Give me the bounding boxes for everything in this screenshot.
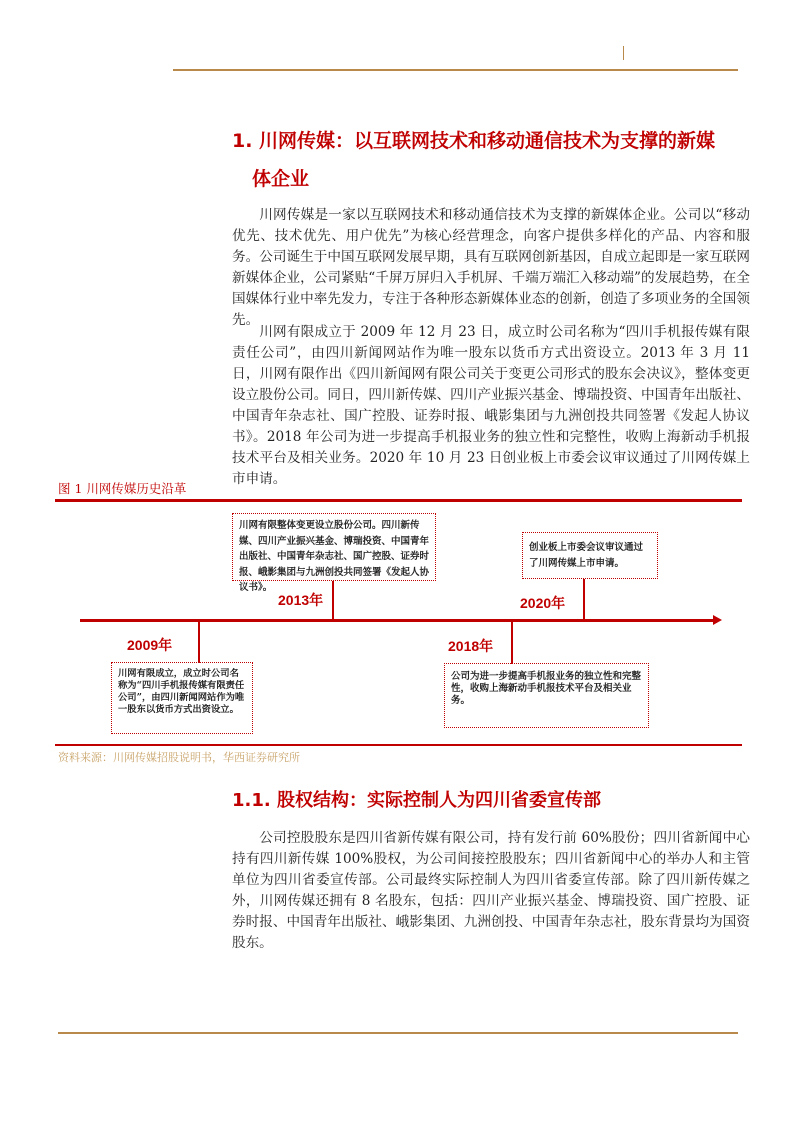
timeline-axis [80,619,715,622]
heading-line-1: 1. 川网传媒：以互联网技术和移动通信技术为支撑的新媒 [232,130,716,152]
header-rule [173,69,738,71]
event-box-2009: 川网有限成立，成立时公司名称为“四川手机报传媒有限责任公司”，由四川新闻网站作为唯一股东以货币方式出资设立。 [111,662,253,734]
paragraph-history: 川网有限成立于 2009 年 12 月 23 日，成立时公司名称为“四川手机报传媒有限责任公司”，由四川新闻网站作为唯一股东以货币方式出资设立。2013 年 3 月 11 日，川网有限作出《四川新闻网有限公司关于变更公司形式的股东会决议》，整体变更设立股份公司。同日，四川新传媒、四川产业振兴基金、博瑞投资、中国青年出版社、中国青年杂志社、国广控股、证券时报、峨影集团与九洲创投共同签署《发起人协议书》。2018 年公司为进一步提高手机报业务的独立性和完整性，收购上海新动手机报技术平台及相关业务。2020 年 10 月 23 日创业板上市委会议审议通过了川网传媒上市申请。 [232,324,750,487]
figure-source: 资料来源：川网传媒招股说明书，华西证券研究所 [58,751,300,764]
connector-2013 [332,581,334,620]
footer-rule [58,1032,738,1034]
figure-bottom-rule [55,744,742,746]
subsection-heading: 1.1. 股权结构：实际控制人为四川省委宣传部 [232,790,601,811]
header-divider-tick [623,46,624,60]
paragraph-intro: 川网传媒是一家以互联网技术和移动通信技术为支撑的新媒体企业。公司以“移动优先、技术优先、用户优先”为核心经营理念，向客户提供多样化的产品、内容和服务。公司诞生于中国互联网发展早期，具有互联网创新基因，自成立起即是一家互联网新媒体企业，公司紧贴“千屏万屏归入手机屏、千端万端汇入移动端”的发展趋势，在全国媒体行业中率先发力，专注于各种形态新媒体业态的创新，创造了多项业务的全国领先。 [232,207,750,328]
heading-line-2: 体企业 [252,168,310,190]
year-label-2018: 2018年 [448,638,494,654]
paragraph-ownership: 公司控股股东是四川省新传媒有限公司，持有发行前 60%股份；四川省新闻中心持有四川新传媒 100%股权，为公司间接控股股东；四川省新闻中心的举办人和主管单位为四川省委宣传部。公司最终实际控制人为四川省委宣传部。除了四川新传媒之外，川网传媒还拥有 8 名股东，包括：四川产业振兴基金、博瑞投资、国广控股、证券时报、中国青年出版社、峨影集团、九洲创投、中国青年杂志社，股东背景均为国资股东。 [232,830,750,951]
event-box-2020: 创业板上市委会议审议通过了川网传媒上市申请。 [522,532,658,579]
year-label-2009: 2009年 [127,637,173,653]
connector-2018 [511,621,513,664]
connector-2009 [198,621,200,663]
figure-caption: 图 1 川网传媒历史沿革 [58,481,187,496]
year-label-2013: 2013年 [278,592,324,608]
event-box-2018: 公司为进一步提高手机报业务的独立性和完整性，收购上海新动手机报技术平台及相关业务。 [444,663,649,728]
event-box-2013: 川网有限整体变更设立股份公司。四川新传媒、四川产业振兴基金、博瑞投资、中国青年出版社、中国青年杂志社、国广控股、证券时报、峨影集团与九洲创投共同签署《发起人协议书》。 [232,513,436,581]
year-label-2020: 2020年 [520,595,566,611]
figure-top-rule [55,499,742,502]
timeline-arrow-icon [713,615,722,625]
connector-2020 [583,579,585,620]
section-heading [232,122,757,198]
